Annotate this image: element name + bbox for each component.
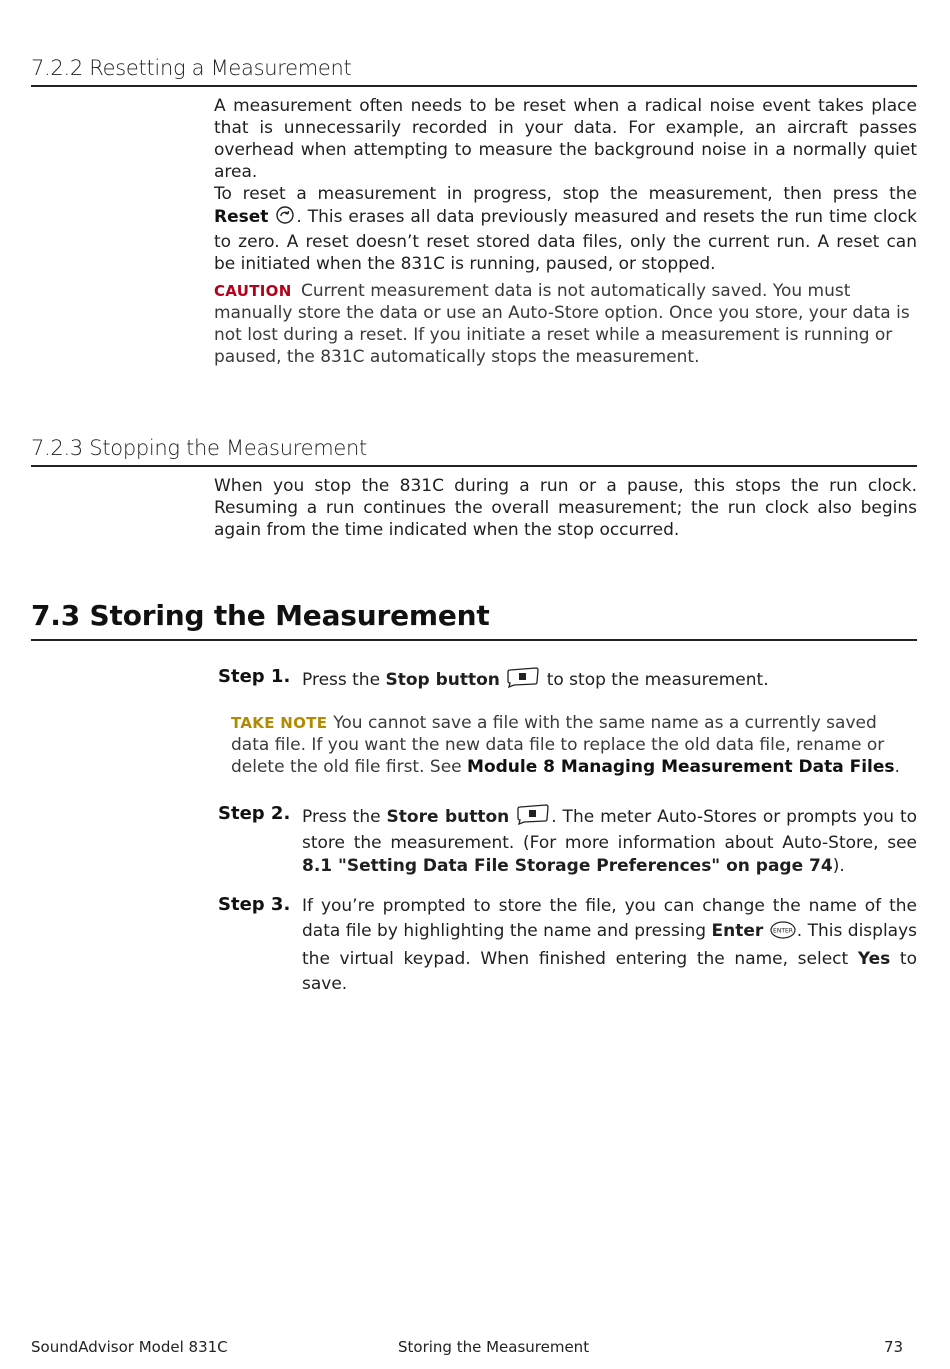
take-note-text-after: .	[894, 757, 900, 777]
take-note-module-ref: Module 8 Managing Measurement Data Files	[467, 757, 895, 777]
step-1-body	[302, 666, 917, 694]
footer-product: SoundAdvisor Model 831C	[31, 1338, 228, 1356]
step-3-text-before: If you’re prompted to store the file, you can change the name of the data file by highlighting the name and pressing	[302, 896, 917, 941]
stop-button-label: Stop button	[385, 670, 500, 690]
section-heading-stopping: 7.2.3 Stopping the Measurement	[31, 434, 917, 467]
paragraph-reset-intro: A measurement often needs to be reset when a radical noise event takes place that is unnecessarily recorded in your data. For example, an aircraft passes overhead when attempting to measure the background noise in a normally quiet area.	[214, 96, 917, 182]
paragraph-reset-instructions	[214, 183, 917, 275]
step-3-label: Step 3.	[218, 894, 291, 915]
yes-label: Yes	[857, 949, 891, 969]
step-2-text-before: Press the	[302, 807, 387, 827]
enter-icon-text: ENTER	[772, 927, 793, 935]
store-button-icon	[516, 803, 550, 832]
reset-bold-label: Reset	[214, 207, 269, 227]
step-2-text-mid: . The meter Auto-Stores or prompts you to store the measurement. (For more information about Auto-Store, see	[302, 807, 918, 853]
enter-icon	[770, 921, 796, 947]
step-1-label: Step 1.	[218, 666, 291, 687]
stop-button-icon	[506, 666, 540, 694]
step-1-text-before: Press the	[302, 670, 386, 690]
take-note-text-before: You cannot save a file with the same name as a currently saved data file. If you want the new data file to replace the old data file, rename or delete the old file first. See	[231, 713, 885, 777]
step-2-body	[302, 803, 917, 878]
caution-label: CAUTION	[214, 282, 292, 300]
reset-text-before: To reset a measurement in progress, stop the measurement, then press the	[214, 184, 917, 204]
step-1-text-after: to stop the measurement.	[541, 670, 769, 690]
storage-preferences-link[interactable]: 8.1 "Setting Data File Storage Preferences" on page 74	[302, 856, 833, 876]
footer-section: Storing the Measurement	[398, 1338, 590, 1356]
step-3-text-after: to save.	[302, 949, 917, 994]
footer-page-number: 73	[884, 1338, 904, 1356]
section-heading-resetting: 7.2.2 Resetting a Measurement	[31, 54, 917, 87]
reset-text-after: . This erases all data previously measured and resets the run time clock to zero. A reset doesn’t reset stored data files, only the current run. A reset can be initiated when the 831C is running, paused, or stopped.	[214, 207, 918, 274]
reset-icon	[275, 205, 295, 231]
caution-text: Current measurement data is not automatically saved. You must manually store the data or use an Auto-Store option. Once you store, your data is not lost during a reset. If you initiate a reset while a measurement is running or paused, the 831C automatically stops the measurement.	[214, 281, 910, 367]
step-3-text-mid: . This displays the virtual keypad. When finished entering the name, select	[302, 921, 918, 969]
step-2-label: Step 2.	[218, 803, 291, 824]
store-button-label: Store button	[386, 807, 510, 827]
caution-note	[214, 280, 917, 368]
section-heading-storing: 7.3 Storing the Measurement	[31, 597, 917, 641]
take-note	[231, 712, 917, 778]
step-3-body	[302, 894, 917, 997]
enter-label: Enter	[711, 921, 764, 941]
step-2-text-after: ).	[832, 856, 845, 876]
take-note-label: TAKE NOTE	[231, 714, 328, 732]
paragraph-stopping: When you stop the 831C during a run or a pause, this stops the run clock. Resuming a run continues the overall measurement; the run clock also begins again from the time indicated when the stop occurred.	[214, 476, 917, 540]
